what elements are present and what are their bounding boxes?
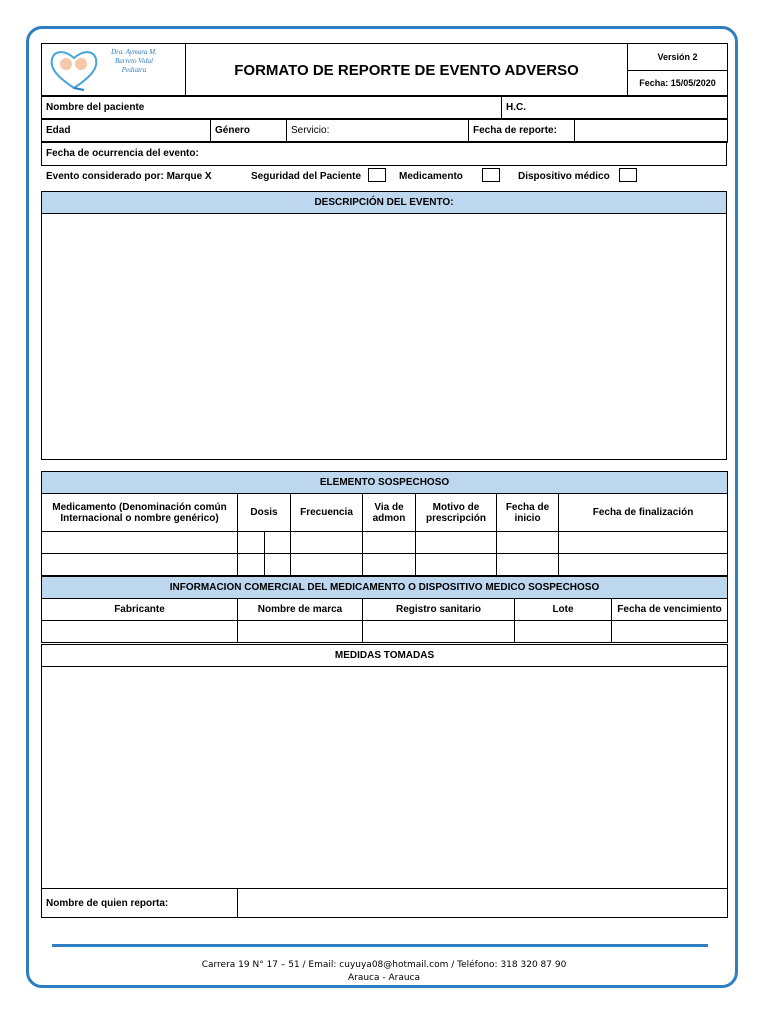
table-row <box>42 621 728 643</box>
col-end-date: Fecha de finalización <box>559 494 728 532</box>
logo-cell <box>42 44 186 97</box>
description-area[interactable] <box>42 214 727 460</box>
service-field[interactable]: Servicio: <box>287 119 469 143</box>
logo-name-line2: Barreto Vidal <box>115 57 153 65</box>
measures-title: MEDIDAS TOMADAS <box>42 645 728 667</box>
cell-input[interactable] <box>515 621 612 643</box>
cell-input[interactable] <box>42 532 238 554</box>
cell-input[interactable] <box>559 554 728 576</box>
commercial-title: INFORMACION COMERCIAL DEL MEDICAMENTO O DISPOSITIVO MEDICO SOSPECHOSO <box>42 577 728 599</box>
col-expiry: Fecha de vencimiento <box>612 599 728 621</box>
cell-input[interactable] <box>497 532 559 554</box>
option-medication-label: Medicamento <box>399 171 463 182</box>
option-patient-safety-label: Seguridad del Paciente <box>251 171 362 182</box>
col-manufacturer: Fabricante <box>42 599 238 621</box>
form-title: FORMATO DE REPORTE DE EVENTO ADVERSO <box>186 44 628 97</box>
cell-input[interactable] <box>416 532 497 554</box>
footer-divider <box>52 944 708 947</box>
event-date-field[interactable]: Fecha de ocurrencia del evento: <box>42 142 727 166</box>
age-field[interactable]: Edad <box>42 119 211 143</box>
logo-name-line3: Pediatra <box>121 66 147 74</box>
col-route: Via de admon <box>363 494 416 532</box>
cell-input[interactable] <box>363 532 416 554</box>
col-registry: Registro sanitario <box>363 599 515 621</box>
cell-input[interactable] <box>238 621 363 643</box>
reporter-label: Nombre de quien reporta: <box>42 889 238 918</box>
col-brand: Nombre de marca <box>238 599 363 621</box>
footer-address: Carrera 19 N° 17 – 51 / Email: cuyuya08@hotmail.com / Teléfono: 318 320 87 90 <box>201 960 567 970</box>
cell-input[interactable] <box>416 554 497 576</box>
description-table <box>41 191 727 460</box>
cell-input[interactable] <box>42 554 238 576</box>
option-medication-checkbox[interactable] <box>482 168 500 182</box>
cell-input[interactable] <box>363 554 416 576</box>
commercial-table <box>41 576 728 643</box>
description-title: DESCRIPCIÓN DEL EVENTO: <box>42 192 727 214</box>
footer-city: Arauca - Arauca <box>347 973 421 983</box>
header-table <box>41 43 728 97</box>
col-start-date: Fecha de inicio <box>497 494 559 532</box>
cell-input[interactable] <box>238 532 265 554</box>
measures-table <box>41 644 728 918</box>
report-date-input[interactable] <box>575 119 728 143</box>
patient-table-3 <box>41 141 727 166</box>
cell-input[interactable] <box>291 532 363 554</box>
cell-input[interactable] <box>291 554 363 576</box>
version-date: Fecha: 15/05/2020 <box>628 70 728 97</box>
col-dose: Dosis <box>238 494 291 532</box>
patient-table <box>41 95 728 120</box>
table-row <box>42 554 728 576</box>
hc-field[interactable]: H.C. <box>502 96 728 120</box>
col-medication: Medicamento (Denominación común Internacional o nombre genérico) <box>42 494 238 532</box>
col-lot: Lote <box>515 599 612 621</box>
gender-field[interactable]: Género <box>211 119 287 143</box>
col-frequency: Frecuencia <box>291 494 363 532</box>
cell-input[interactable] <box>265 532 291 554</box>
suspect-title: ELEMENTO SOSPECHOSO <box>42 472 728 494</box>
measures-area[interactable] <box>42 667 728 889</box>
cell-input[interactable] <box>612 621 728 643</box>
suspect-table <box>41 471 728 576</box>
cell-input[interactable] <box>265 554 291 576</box>
option-device-label: Dispositivo médico <box>518 171 610 182</box>
cell-input[interactable] <box>238 554 265 576</box>
event-type-label: Evento considerado por: Marque X <box>46 171 212 182</box>
version-label: Versión 2 <box>628 44 728 71</box>
reporter-input[interactable] <box>238 889 728 918</box>
table-row <box>42 532 728 554</box>
patient-name-field[interactable]: Nombre del paciente <box>42 96 502 120</box>
cell-input[interactable] <box>559 532 728 554</box>
logo-name-line1: Dra. Aymara M. <box>111 48 157 56</box>
event-type-row <box>46 168 726 188</box>
patient-table-2 <box>41 118 728 143</box>
cell-input[interactable] <box>497 554 559 576</box>
col-reason: Motivo de prescripción <box>416 494 497 532</box>
report-date-label: Fecha de reporte: <box>469 119 575 143</box>
option-device-checkbox[interactable] <box>619 168 637 182</box>
cell-input[interactable] <box>363 621 515 643</box>
cell-input[interactable] <box>42 621 238 643</box>
option-patient-safety-checkbox[interactable] <box>368 168 386 182</box>
